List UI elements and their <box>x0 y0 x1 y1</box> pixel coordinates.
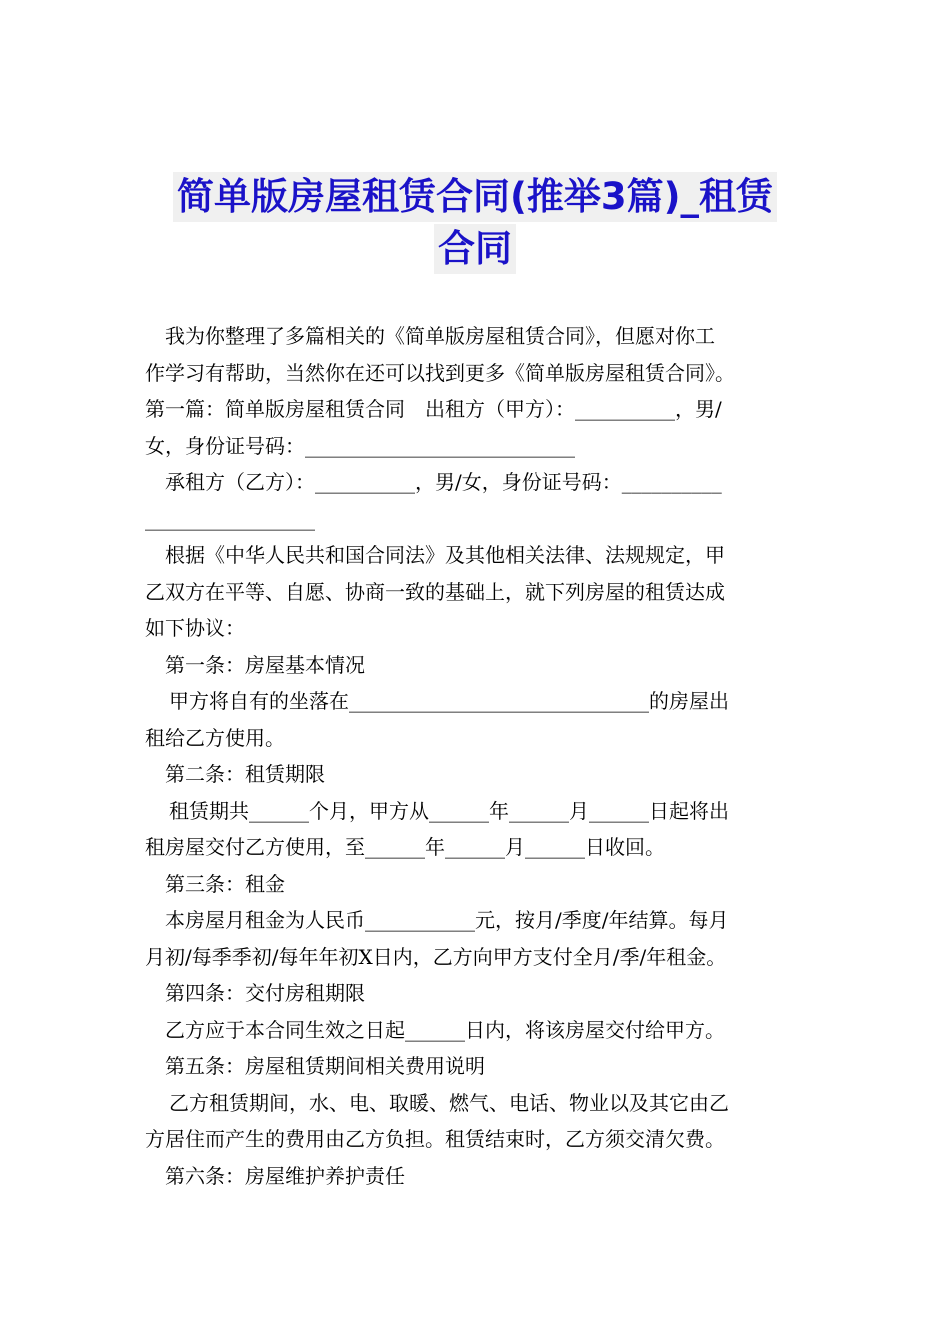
paragraph-line: _________________ <box>145 506 315 531</box>
paragraph-line: 甲方将自有的坐落在______________________________的房屋出 <box>169 689 729 713</box>
paragraph-line: 我为你整理了多篇相关的《简单版房屋租赁合同》，但愿对你工 <box>165 324 715 348</box>
title-line-2: 合同 <box>434 224 516 274</box>
paragraph-line: 租房屋交付乙方使用，至______年______月______日收回。 <box>145 835 665 859</box>
clause-heading: 第三条：租金 <box>165 871 285 896</box>
paragraph-line: 根据《中华人民共和国合同法》及其他相关法律、法规规定，甲 <box>165 543 725 567</box>
paragraph-line: 月初/每季季初/每年年初X日内，乙方向甲方支付全月/季/年租金。 <box>145 944 727 969</box>
paragraph-line: 乙方租赁期间，水、电、取暖、燃气、电话、物业以及其它由乙 <box>169 1090 729 1115</box>
clause-heading: 第四条：交付房租期限 <box>165 981 365 1005</box>
document-body <box>145 318 810 1194</box>
paragraph-line: 女，身份证号码：___________________________ <box>145 433 575 458</box>
title-line-1: 简单版房屋租赁合同(推举3篇)_租赁 <box>173 172 777 222</box>
clause-heading: 第五条：房屋租赁期间相关费用说明 <box>165 1054 485 1078</box>
clause-heading: 第一条：房屋基本情况 <box>165 652 365 677</box>
paragraph-line: 乙方应于本合同生效之日起______日内，将该房屋交付给甲方。 <box>165 1017 725 1042</box>
paragraph-line: 第一篇：简单版房屋租赁合同 出租方（甲方）：__________，男/ <box>145 397 722 421</box>
paragraph-line: 租给乙方使用。 <box>145 725 285 750</box>
paragraph-line: 乙双方在平等、自愿、协商一致的基础上，就下列房屋的租赁达成 <box>145 579 725 604</box>
clause-heading: 第二条：租赁期限 <box>165 762 325 786</box>
paragraph-line: 租赁期共______个月，甲方从______年______月______日起将出 <box>169 798 729 823</box>
paragraph-line: 如下协议： <box>145 616 245 640</box>
paragraph-line: 本房屋月租金为人民币___________元，按月/季度/年结算。每月 <box>165 908 729 932</box>
document-title <box>145 172 805 276</box>
clause-heading: 第六条：房屋维护养护责任 <box>165 1163 405 1188</box>
paragraph-line: 作学习有帮助，当然你在还可以找到更多《简单版房屋租赁合同》。 <box>145 360 735 385</box>
paragraph-line: 承租方（乙方）：__________，男/女，身份证号码：__________ <box>165 470 722 494</box>
paragraph-line: 方居住而产生的费用由乙方负担。租赁结束时，乙方须交清欠费。 <box>145 1127 725 1151</box>
